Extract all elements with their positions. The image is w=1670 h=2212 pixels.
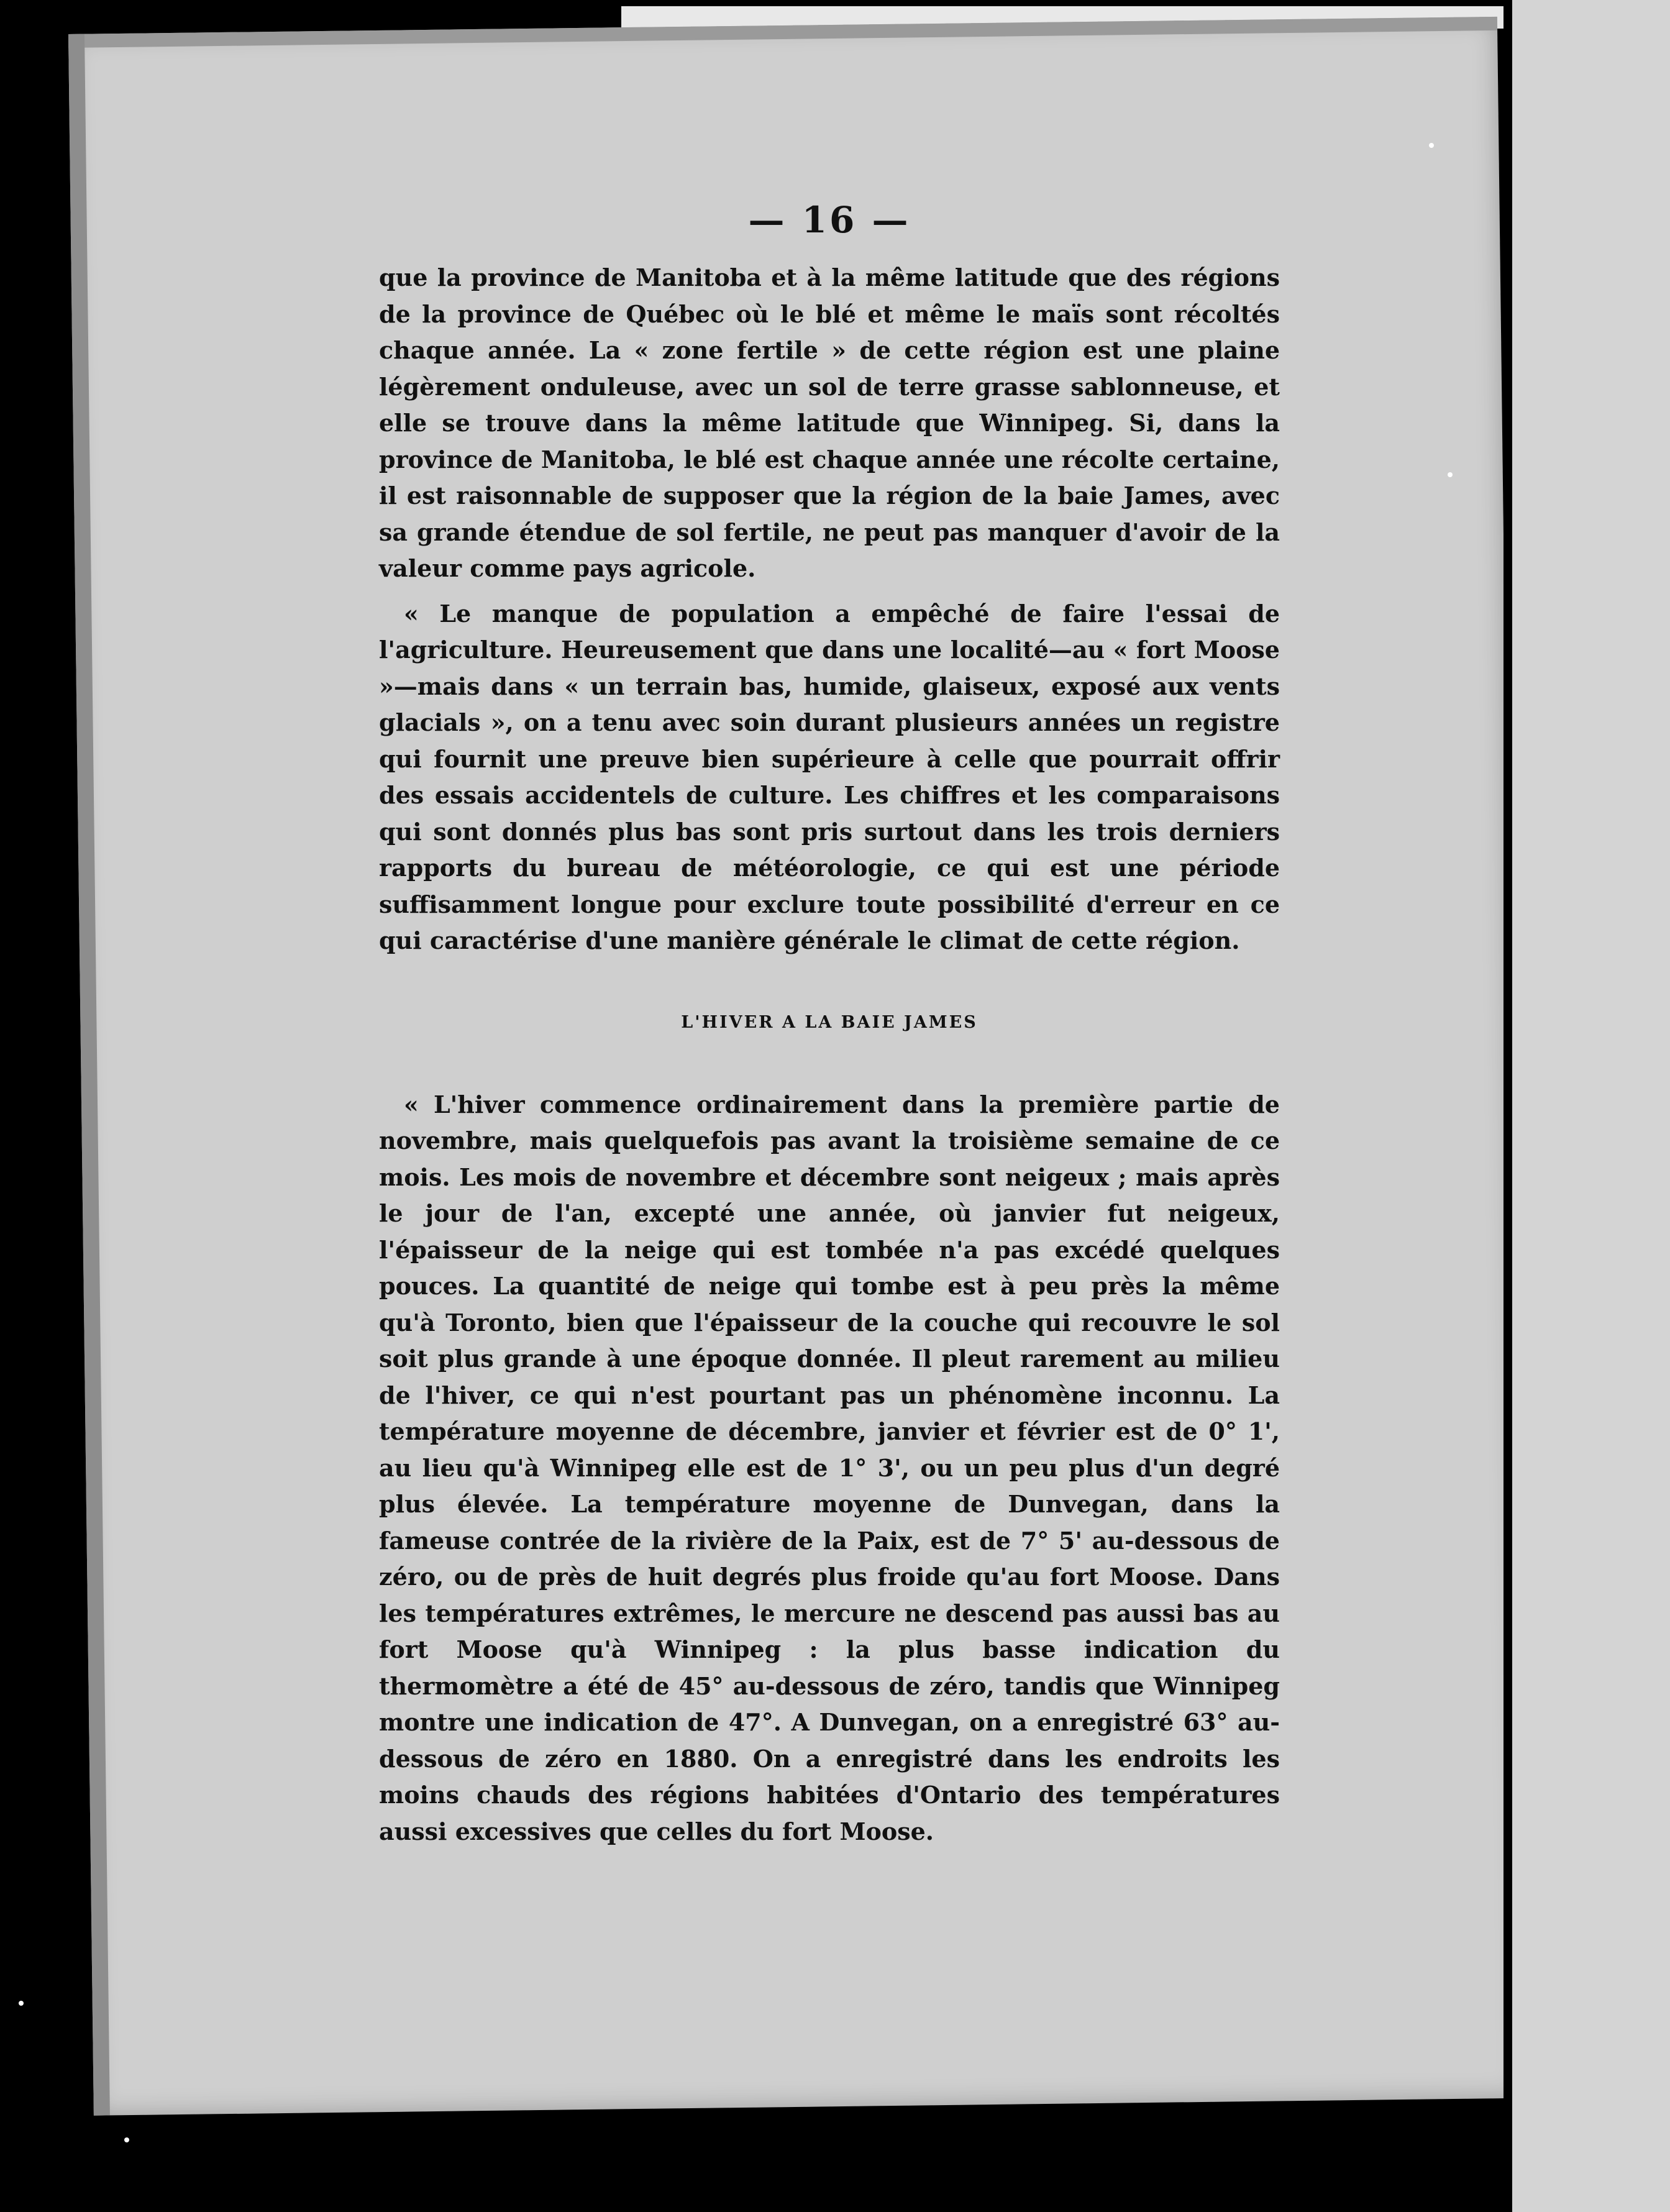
scan-speck (124, 2137, 129, 2142)
page-left-edge (68, 34, 110, 2116)
scan-speck (19, 2001, 24, 2006)
adjacent-page-leaf (1503, 0, 1670, 2212)
scan-speck (1429, 143, 1434, 148)
paragraph: que la province de Manitoba et à la même latitude que des régions de la province de Québec où le blé et même le maïs sont récoltés chaque année. La « zone fertile » de cette région est une plaine légèrement onduleuse, avec un sol de terre grasse sablonneuse, et elle se trouve dans la même latitude que Winnipeg. Si, dans la province de Manitoba, le blé est chaque année une récolte certaine, il est raisonnable de supposer que la région de la baie James, avec sa grande étendue de sol fertile, ne peut pas manquer d'avoir de la valeur comme pays agricole. (379, 263, 1280, 582)
page-text-block (379, 199, 1280, 1850)
paragraph: « Le manque de population a empêché de faire l'essai de l'agriculture. Heureusement que dans une localité—au « fort Moose »—mais dans « un terrain bas, humide, glaiseux, exposé aux vents glacials », on a tenu avec soin durant plusieurs années un registre qui fournit une preuve bien supérieure à celle que pourrait offrir des essais accidentels de culture. Les chiffres et les comparaisons qui sont donnés plus bas sont pris surtout dans les trois derniers rapports du bureau de météorologie, ce qui est une période suffisamment longue pour exclure toute possibilité d'erreur en ce qui caractérise d'une manière générale le climat de cette région. (379, 599, 1280, 954)
section-heading: L'HIVER A LA BAIE JAMES (681, 1012, 978, 1032)
page-number: — 16 — (748, 199, 911, 241)
paragraph: « L'hiver commence ordinairement dans la première partie de novembre, mais quelquefois pas avant la troisième semaine de ce mois. Les mois de novembre et décembre sont neigeux ; mais après le jour de l'an, excepté une année, où janvier fut neigeux, l'épaisseur de la neige qui est tombée n'a pas excédé quelques pouces. La quantité de neige qui tombe est à peu près la même qu'à Toronto, bien que l'épaisseur de la couche qui recouvre le sol soit plus grande à une époque donnée. Il pleut rarement au milieu de l'hiver, ce qui n'est pourtant pas un phénomène inconnu. La température moyenne de décembre, janvier et février est de 0° 1', au lieu qu'à Winnipeg elle est de 1° 3', ou un peu plus d'un degré plus élevée. La température moyenne de Dunvegan, dans la fameuse contrée de la rivière de la Paix, est de 7° 5' au-dessous de zéro, ou de près de huit degrés plus froide qu'au fort Moose. Dans les températures extrêmes, le mercure ne descend pas aussi bas au fort Moose qu'à Winnipeg : la plus basse indication du thermomètre a été de 45° au-dessous de zéro, tandis que Winnipeg montre une indication de 47°. A Dunvegan, on a enregistré 63° au-dessous de zéro en 1880. On a enregistré dans les endroits les moins chauds des régions habitées d'Ontario des températures aussi excessives que celles du fort Moose. (379, 1090, 1280, 1845)
scan-speck (1448, 472, 1453, 477)
